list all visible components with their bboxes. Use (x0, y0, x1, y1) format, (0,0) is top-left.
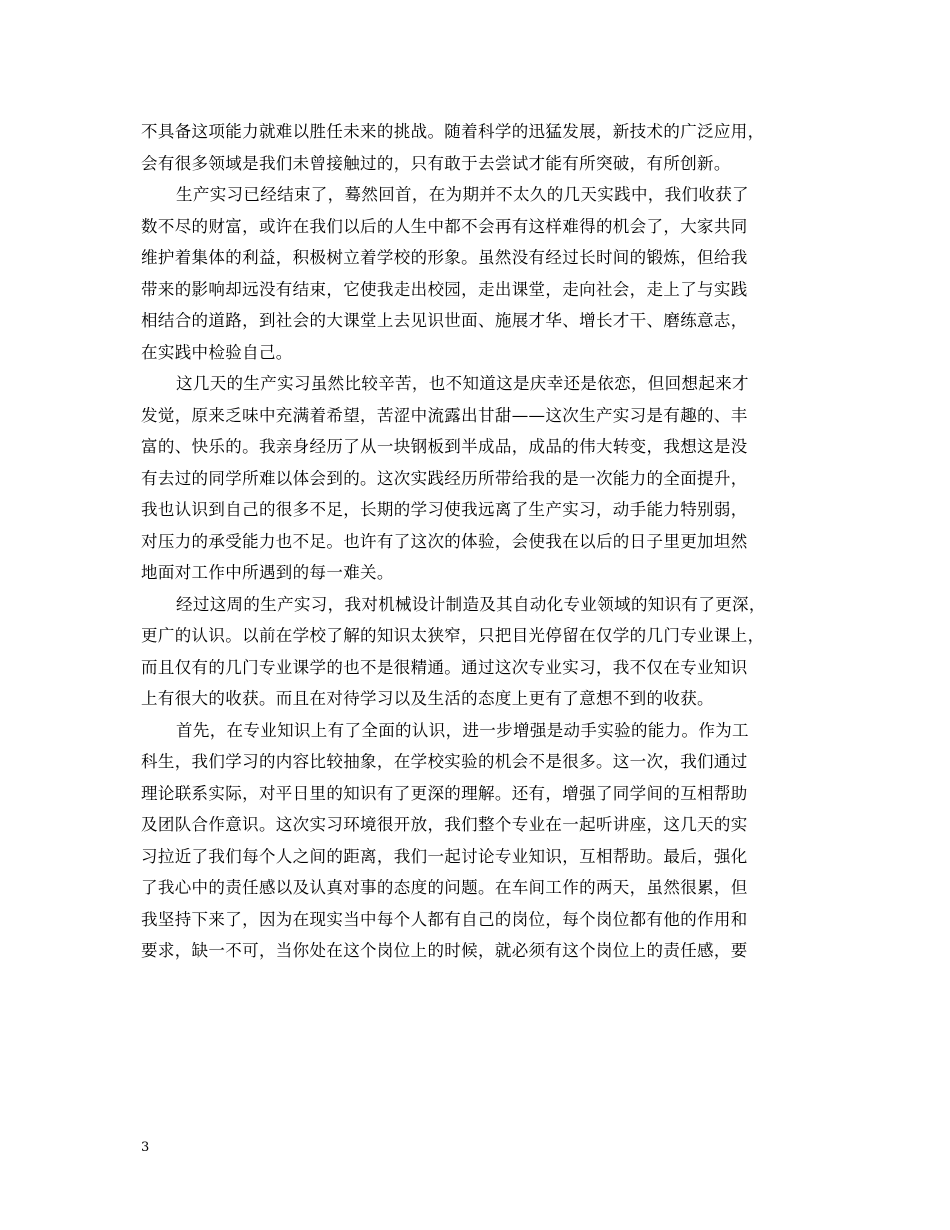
text-line: 及团队合作意识。这次实习环境很开放，我们整个专业在一起听讲座，这几天的实 (141, 815, 748, 834)
text-line: 对压力的承受能力也不足。也许有了这次的体验，会使我在以后的日子里更加坦然 (141, 531, 748, 551)
text-line: 富的、快乐的。我亲身经历了从一块钢板到半成品，成品的伟大转变，我想这是没 (141, 437, 748, 456)
text-line: 了我心中的责任感以及认真对事的态度的问题。在车间工作的两天，虽然很累，但 (141, 878, 748, 897)
text-line: 更广的认识。以前在学校了解的知识太狭窄，只把目光停留在仅学的几门专业课上， (141, 626, 765, 645)
page-number: 3 (141, 1140, 150, 1155)
text-line: 维护着集体的利益，积极树立着学校的形象。虽然没有经过长时间的锻炼，但给我 (141, 248, 748, 267)
text-line: 地面对工作中所遇到的每一难关。 (141, 563, 394, 582)
text-line: 在实践中检验自己。 (141, 342, 293, 362)
text-line: 习拉近了我们每个人之间的距离，我们一起讨论专业知识，互相帮助。最后，强化 (141, 846, 748, 866)
text-line: 带来的影响却远没有结束，它使我走出校园，走出课堂，走向社会，走上了与实践 (141, 279, 748, 299)
text-line: 这几天的生产实习虽然比较辛苦，也不知道这是庆幸还是依恋，但回想起来才 (176, 374, 749, 393)
text-line: 经过这周的生产实习，我对机械设计制造及其自动化专业领域的知识有了更深， (176, 594, 766, 614)
text-line: 发觉，原来乏味中充满着希望，苦涩中流露出甘甜——这次生产实习是有趣的、丰 (141, 405, 748, 425)
text-line: 理论联系实际，对平日里的知识有了更深的理解。还有，增强了同学间的互相帮助 (141, 783, 748, 803)
text-line: 首先，在专业知识上有了全面的认识，进一步增强是动手实验的能力。作为工 (176, 720, 749, 740)
text-line: 有去过的同学所难以体会到的。这次实践经历所带给我的是一次能力的全面提升， (141, 468, 748, 488)
text-line: 我坚持下来了，因为在现实当中每个人都有自己的岗位，每个岗位都有他的作用和 (141, 909, 748, 929)
text-line: 科生，我们学习的内容比较抽象，在学校实验的机会不是很多。这一次，我们通过 (141, 752, 748, 771)
text-line: 我也认识到自己的很多不足，长期的学习使我远离了生产实习，动手能力特别弱， (141, 500, 748, 519)
text-line: 生产实习已经结束了，蓦然回首，在为期并不太久的几天实践中，我们收获了 (176, 185, 749, 204)
text-line: 不具备这项能力就难以胜任未来的挑战。随着科学的迅猛发展，新技术的广泛应用， (141, 122, 765, 141)
text-line: 要求，缺一不可，当你处在这个岗位上的时候，就必须有这个岗位上的责任感，要 (141, 941, 748, 960)
text-line: 数不尽的财富，或许在我们以后的人生中都不会再有这样难得的机会了，大家共同 (141, 216, 748, 236)
text-line: 上有很大的收获。而且在对待学习以及生活的态度上更有了意想不到的收获。 (141, 689, 714, 708)
text-line: 相结合的道路，到社会的大课堂上去见识世面、施展才华、增长才干、磨练意志， (141, 311, 748, 330)
text-line: 会有很多领域是我们未曾接触过的，只有敢于去尝试才能有所突破，有所创新。 (141, 153, 731, 173)
text-line: 而且仅有的几门专业课学的也不是很精通。通过这次专业实习，我不仅在专业知识 (141, 657, 748, 677)
body-text (141, 116, 823, 967)
